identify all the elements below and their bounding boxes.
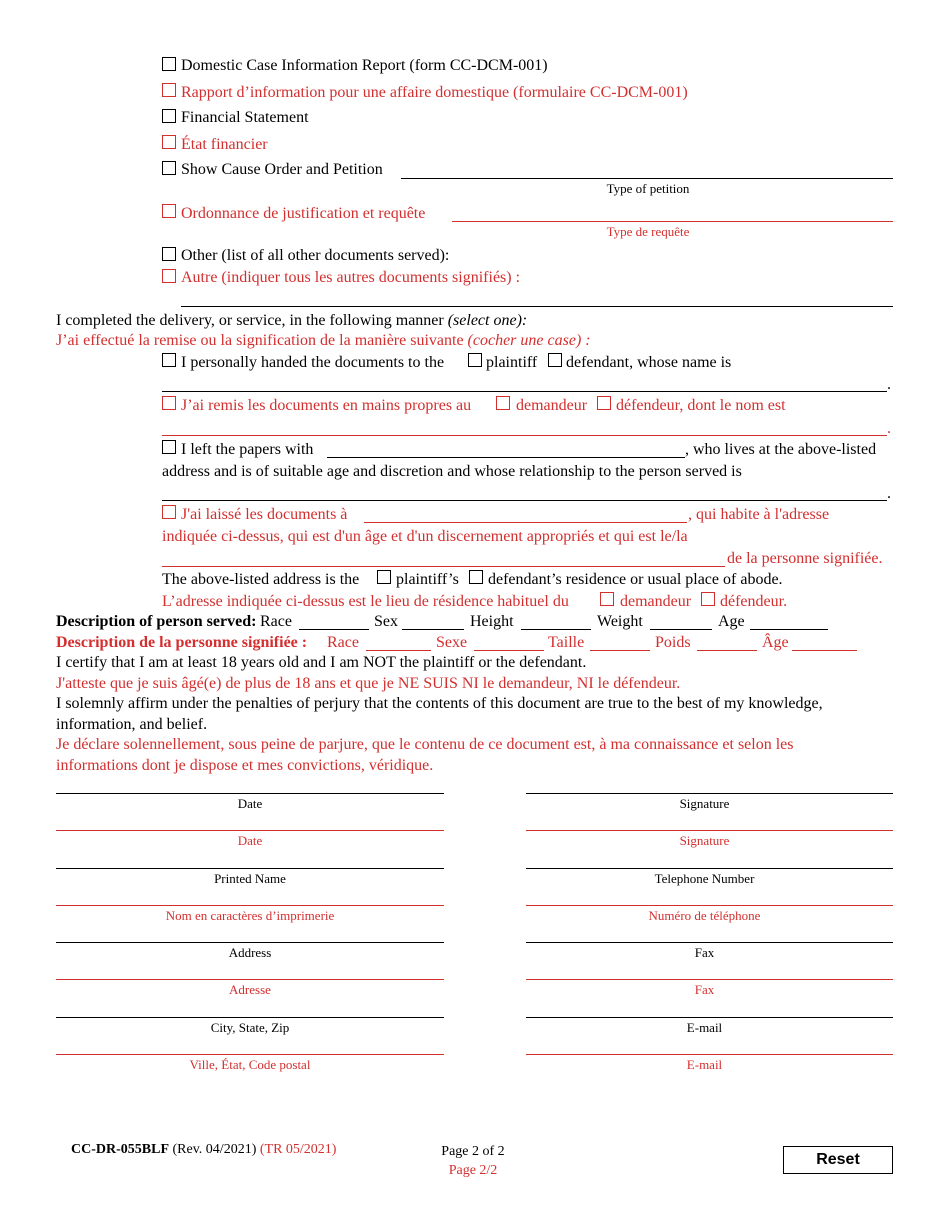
personal-delivery-checkbox[interactable] [162,353,176,367]
phone-field[interactable] [526,868,893,869]
phone-caption: Telephone Number [654,871,755,886]
weight-field[interactable] [650,629,712,630]
left-with-label-fr-b: , qui habite à l'adresse [688,506,830,523]
personal-name-field-fr[interactable] [162,435,887,436]
personal-delivery-label-fr: J’ai remis les documents en mains propres au [181,397,472,414]
sex-label-fr: Sexe [436,634,468,651]
signature-caption-fr: Signature [679,833,730,848]
city-field-fr[interactable] [56,1054,444,1055]
addr-plaintiff-label: plaintiff’s [396,571,459,588]
form-rev: (Rev. 04/2021) [169,1142,260,1157]
fax-caption-fr: Fax [694,982,715,997]
phone-field-fr[interactable] [526,905,893,906]
sex-field-fr[interactable] [474,650,544,651]
petition-type-caption: Type of petition [606,181,690,196]
period-fr: . [887,420,891,437]
other-checkbox[interactable] [162,247,176,261]
page-number: Page 2 of 2 [441,1144,505,1159]
city-field[interactable] [56,1017,444,1018]
addr-defendant-checkbox[interactable] [469,570,483,584]
personal-delivery-checkbox-fr[interactable] [162,396,176,410]
email-field[interactable] [526,1017,893,1018]
race-label: Race [260,613,292,630]
address-field[interactable] [56,942,444,943]
other-checkbox-fr[interactable] [162,269,176,283]
personal-defendeur-checkbox[interactable] [597,396,611,410]
addr-demandeur-label: demandeur [620,593,692,610]
fax-field[interactable] [526,942,893,943]
date-caption: Date [237,796,263,811]
manner-intro-fr [56,333,591,349]
age-field-fr[interactable] [792,650,857,651]
relationship-field[interactable] [162,500,887,501]
financial-checkbox[interactable] [162,109,176,123]
height-label-fr: Taille [548,634,585,651]
show-cause-checkbox[interactable] [162,161,176,175]
left-with-name-field[interactable] [327,457,685,458]
left-with-label: I left the papers with [181,441,314,458]
dcir-label-en: Domestic Case Information Report (form CC-DCM-001) [181,57,548,74]
manner-intro-note: (select one): [447,312,528,329]
other-docs-field[interactable] [181,306,893,307]
date-field-fr[interactable] [56,830,444,831]
manner-intro-text-fr: J’ai effectué la remise ou la signification de la manière suivante [56,332,468,349]
period-2: . [887,485,891,502]
page-number-fr: Page 2/2 [448,1163,498,1178]
personal-demandeur-checkbox[interactable] [496,396,510,410]
email-caption-fr: E-mail [686,1057,723,1072]
other-label-en: Other (list of all other documents served): [181,247,450,264]
certify-age-fr: J'atteste que je suis âgé(e) de plus de 18 ans et que je NE SUIS NI le demandeur, NI le défendeur. [56,675,681,692]
address-caption: Address [228,945,272,960]
printed-name-field[interactable] [56,868,444,869]
phone-caption-fr: Numéro de téléphone [648,908,761,923]
personal-plaintiff-label: plaintiff [486,354,538,371]
addr-defendeur-checkbox[interactable] [701,592,715,606]
race-field-fr[interactable] [366,650,431,651]
address-label-a: The above-listed address is the [162,571,360,588]
weight-field-fr[interactable] [697,650,757,651]
manner-intro-text: I completed the delivery, or service, in the following manner [56,312,448,329]
left-with-label-b: , who lives at the above-listed [685,441,877,458]
personal-defendant-checkbox[interactable] [548,353,562,367]
left-with-name-field-fr[interactable] [364,522,687,523]
form-tr: (TR 05/2021) [259,1142,337,1157]
dcir-checkbox[interactable] [162,57,176,71]
personal-delivery-label: I personally handed the documents to the [181,354,445,371]
left-with-label-fr-d: de la personne signifiée. [727,550,883,567]
personal-defendant-label: defendant, whose name is [566,354,732,371]
height-field[interactable] [521,629,591,630]
form-id [71,1143,336,1157]
fax-field-fr[interactable] [526,979,893,980]
date-field[interactable] [56,793,444,794]
city-caption-fr: Ville, État, Code postal [189,1057,311,1072]
addr-demandeur-checkbox[interactable] [600,592,614,606]
left-with-label-c: address and is of suitable age and discretion and whose relationship to the person served is [162,463,742,480]
personal-name-field[interactable] [162,391,887,392]
signature-field-fr[interactable] [526,830,893,831]
signature-caption: Signature [679,796,730,811]
description-title: Description of person served: [56,613,257,630]
weight-label-fr: Poids [655,634,691,651]
show-cause-label-en: Show Cause Order and Petition [181,161,383,178]
petition-type-field-fr[interactable] [452,221,893,222]
relationship-field-fr[interactable] [162,566,725,567]
left-with-label-fr: J'ai laissé les documents à [181,506,348,523]
show-cause-checkbox-fr[interactable] [162,204,176,218]
sex-label: Sex [374,613,398,630]
financial-label-fr: État financier [181,136,268,153]
dcir-label-fr: Rapport d’information pour une affaire domestique (formulaire CC-DCM-001) [181,84,688,101]
signature-field[interactable] [526,793,893,794]
height-label: Height [470,613,514,630]
affirm-line-fr-1: Je déclare solennellement, sous peine de parjure, que le contenu de ce document est, à ma connaissance et selon les [56,736,794,753]
address-caption-fr: Adresse [229,982,271,997]
financial-checkbox-fr[interactable] [162,135,176,149]
email-caption: E-mail [686,1020,723,1035]
show-cause-label-fr: Ordonnance de justification et requête [181,205,426,222]
left-with-checkbox[interactable] [162,440,176,454]
address-label-fr-a: L’adresse indiquée ci-dessus est le lieu de résidence habituel du [162,593,569,610]
affirm-line-1: I solemnly affirm under the penalties of perjury that the contents of this document are true to the best of my knowledge, [56,695,823,712]
address-field-fr[interactable] [56,979,444,980]
age-label: Age [718,613,745,630]
reset-button[interactable]: Reset [783,1146,893,1174]
sex-field[interactable] [402,629,464,630]
date-caption-fr: Date [237,833,263,848]
affirm-line-2: information, and belief. [56,716,208,733]
personal-plaintiff-checkbox[interactable] [468,353,482,367]
left-with-label-fr-c: indiquée ci-dessus, qui est d'un âge et d'un discernement appropriés et qui est le/la [162,528,688,545]
printed-name-caption-fr: Nom en caractères d’imprimerie [165,908,335,923]
printed-name-field-fr[interactable] [56,905,444,906]
other-label-fr: Autre (indiquer tous les autres documents signifiés) : [181,269,521,286]
certify-age: I certify that I am at least 18 years old and I am NOT the plaintiff or the defendant. [56,654,587,671]
race-field[interactable] [299,629,369,630]
personal-demandeur-label: demandeur [516,397,588,414]
city-caption: City, State, Zip [210,1020,290,1035]
affirm-line-fr-2: informations dont je dispose et mes convictions, véridique. [56,757,434,774]
height-field-fr[interactable] [590,650,650,651]
description-title-fr: Description de la personne signifiée : [56,634,308,651]
left-with-checkbox-fr[interactable] [162,505,176,519]
petition-type-field[interactable] [401,178,893,179]
dcir-checkbox-fr[interactable] [162,83,176,97]
printed-name-caption: Printed Name [214,871,286,886]
period: . [887,376,891,393]
age-field[interactable] [750,629,828,630]
manner-intro-note-fr: (cocher une case) : [467,332,591,349]
addr-defendeur-label: défendeur. [720,593,788,610]
financial-label-en: Financial Statement [181,109,309,126]
petition-type-caption-fr: Type de requête [606,224,690,239]
fax-caption: Fax [694,945,715,960]
form-id-code: CC-DR-055BLF [71,1142,169,1157]
email-field-fr[interactable] [526,1054,893,1055]
personal-defendeur-label: défendeur, dont le nom est [616,397,786,414]
addr-plaintiff-checkbox[interactable] [377,570,391,584]
race-label-fr: Race [327,634,359,651]
age-label-fr: Âge [762,634,789,651]
weight-label: Weight [597,613,643,630]
manner-intro-en [56,313,527,329]
addr-defendant-label: defendant’s residence or usual place of abode. [488,571,783,588]
